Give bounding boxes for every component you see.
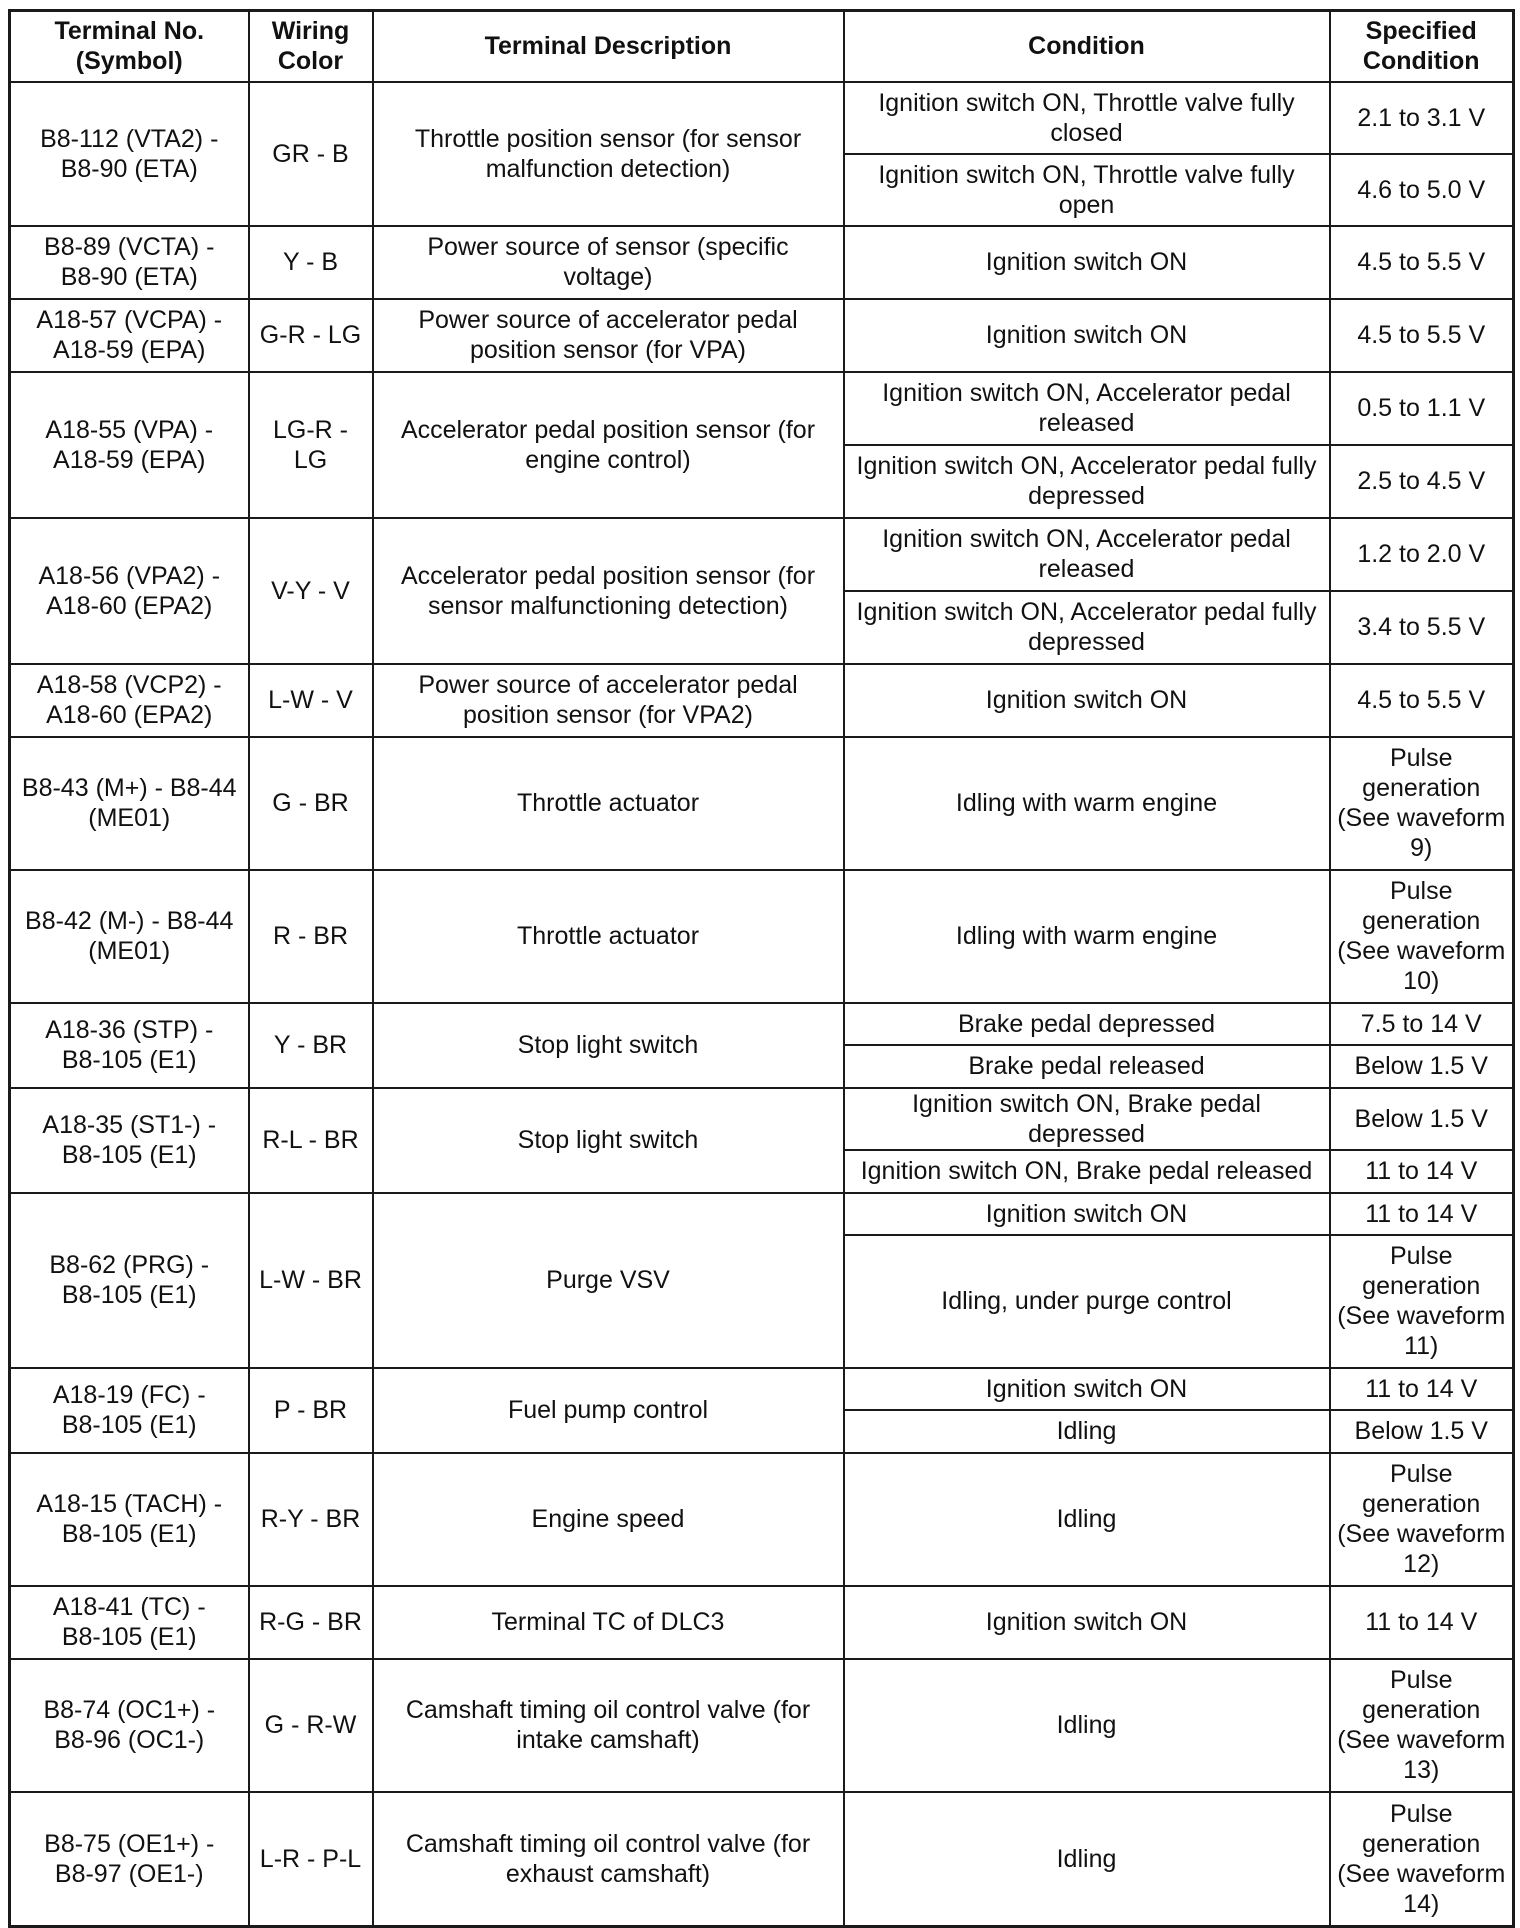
cell-text-line: generation xyxy=(1362,1490,1481,1518)
cell-text-line: B8-75 (OE1+) - xyxy=(44,1829,215,1858)
description-cell xyxy=(373,518,844,664)
cell-text-line: A18-41 (TC) - xyxy=(52,1593,206,1621)
cell-text-line: B8-42 (M-) - B8-44 xyxy=(25,907,234,935)
description-cell xyxy=(373,82,844,226)
header-specified-condition xyxy=(1330,11,1514,82)
condition-cell xyxy=(844,1088,1330,1150)
spec-cell xyxy=(1330,1150,1514,1193)
terminal-cell xyxy=(10,664,249,737)
cell-text-line: (See waveform xyxy=(1337,1302,1506,1330)
cell-text-line: generation xyxy=(1362,1696,1481,1724)
cell-text-line: A18-59 (EPA) xyxy=(53,445,206,474)
description-cell xyxy=(373,1659,844,1792)
cell-text-line: Idling with warm engine xyxy=(955,922,1218,950)
cell-text-line: Accelerator pedal position sensor (for xyxy=(400,561,816,590)
condition-cell xyxy=(844,1368,1330,1410)
cell-text-line: Ignition switch ON xyxy=(985,1608,1188,1636)
table-row xyxy=(10,1792,1514,1927)
cell-text-line: 2.5 to 4.5 V xyxy=(1357,467,1486,495)
cell-text-line: Ignition switch ON xyxy=(985,686,1188,714)
cell-text-line: Pulse xyxy=(1389,1242,1453,1270)
terminal-spec-table xyxy=(8,9,1515,1928)
cell-text-line: Ignition switch ON, Accelerator pedal xyxy=(882,525,1291,553)
cell-text-line: Ignition switch ON, Brake pedal depressed xyxy=(912,1089,1261,1148)
cell-text-line: A18-55 (VPA) - xyxy=(45,415,214,444)
cell-text-line: 11) xyxy=(1404,1332,1439,1360)
spec-cell xyxy=(1330,870,1514,1003)
spec-cell xyxy=(1330,591,1514,664)
cell-text-line: B8-105 (E1) xyxy=(61,1046,197,1074)
cell-text-line: Y - B xyxy=(282,248,339,276)
cell-text-line: Wiring xyxy=(271,17,350,46)
cell-text-line: 9) xyxy=(1410,834,1433,862)
table-row xyxy=(10,372,1514,445)
condition-cell xyxy=(844,299,1330,372)
condition-cell xyxy=(844,591,1330,664)
description-cell xyxy=(373,1453,844,1586)
cell-text-line: Specified xyxy=(1365,17,1477,46)
header-wiring-color xyxy=(249,11,373,82)
cell-text-line: exhaust camshaft) xyxy=(505,1859,711,1888)
cell-text-line: Pulse xyxy=(1389,744,1453,772)
cell-text-line: A18-58 (VCP2) - xyxy=(36,671,222,699)
table-row xyxy=(10,737,1514,870)
cell-text-line: Power source of accelerator pedal xyxy=(418,671,798,699)
table-row xyxy=(10,518,1514,591)
cell-text-line: Ignition switch ON, Accelerator pedal xyxy=(882,379,1291,407)
cell-text-line: Throttle position sensor (for sensor xyxy=(414,124,802,153)
cell-text-line: B8-105 (E1) xyxy=(61,1281,197,1309)
cell-text-line: Ignition switch ON, Accelerator pedal fully xyxy=(856,598,1317,626)
wiring-color-cell xyxy=(249,1659,373,1792)
wiring-color-cell xyxy=(249,1453,373,1586)
cell-text-line: generation xyxy=(1362,1272,1481,1300)
cell-text-line: Y - BR xyxy=(273,1031,348,1059)
cell-text-line: A18-59 (EPA) xyxy=(53,336,206,364)
description-cell xyxy=(373,1003,844,1088)
table-row xyxy=(10,1453,1514,1586)
cell-text-line: B8-97 (OE1-) xyxy=(54,1859,204,1888)
cell-text-line: engine control) xyxy=(525,445,691,474)
cell-text-line: Below 1.5 V xyxy=(1354,1052,1488,1080)
terminal-cell xyxy=(10,1368,249,1453)
condition-cell xyxy=(844,82,1330,154)
cell-text-line: 11 to 14 V xyxy=(1365,1157,1478,1185)
spec-cell xyxy=(1330,1453,1514,1586)
cell-text-line: Ignition switch ON xyxy=(985,248,1188,276)
table-row xyxy=(10,1368,1514,1410)
terminal-cell xyxy=(10,226,249,299)
cell-text-line: depressed xyxy=(1028,628,1145,656)
cell-text-line: 12) xyxy=(1403,1550,1440,1578)
cell-text-line: Ignition switch ON xyxy=(985,321,1188,349)
cell-text-line: (See waveform xyxy=(1337,1859,1506,1888)
table-row xyxy=(10,1003,1514,1045)
cell-text-line: generation xyxy=(1362,774,1481,802)
terminal-cell xyxy=(10,299,249,372)
condition-cell xyxy=(844,1410,1330,1453)
cell-text-line: L-R - P-L xyxy=(259,1844,362,1873)
condition-cell xyxy=(844,1193,1330,1235)
spec-cell xyxy=(1330,226,1514,299)
cell-text-line: V-Y - V xyxy=(271,576,350,605)
cell-text-line: Ignition switch ON xyxy=(985,1199,1188,1228)
cell-text-line: B8-74 (OC1+) - xyxy=(43,1696,216,1724)
cell-text-line: 1.2 to 2.0 V xyxy=(1357,540,1486,568)
spec-cell xyxy=(1330,1792,1514,1927)
cell-text-line: B8-90 (ETA) xyxy=(60,154,198,183)
cell-text-line: Throttle actuator xyxy=(516,789,700,817)
cell-text-line: 10) xyxy=(1403,967,1440,995)
condition-cell xyxy=(844,870,1330,1003)
condition-cell xyxy=(844,372,1330,445)
spec-cell xyxy=(1330,1193,1514,1235)
condition-cell xyxy=(844,1659,1330,1792)
cell-text-line: B8-90 (ETA) xyxy=(60,263,198,291)
cell-text-line: Terminal Description xyxy=(484,32,732,61)
condition-cell xyxy=(844,445,1330,518)
table-row xyxy=(10,1659,1514,1792)
cell-text-line: generation xyxy=(1362,1829,1481,1858)
spec-cell xyxy=(1330,445,1514,518)
table-row xyxy=(10,1586,1514,1659)
cell-text-line: 7.5 to 14 V xyxy=(1360,1009,1482,1038)
cell-text-line: sensor malfunctioning detection) xyxy=(428,591,788,620)
cell-text-line: 11 to 14 V xyxy=(1365,1374,1478,1403)
wiring-color-cell xyxy=(249,1792,373,1927)
table-body xyxy=(10,82,1514,1927)
description-cell xyxy=(373,1193,844,1368)
condition-cell xyxy=(844,1003,1330,1045)
description-cell xyxy=(373,1792,844,1927)
condition-cell xyxy=(844,1792,1330,1927)
header-terminal-no xyxy=(10,11,249,82)
cell-text-line: Brake pedal depressed xyxy=(957,1009,1216,1038)
cell-text-line: Power source of accelerator pedal xyxy=(418,306,798,334)
cell-text-line: Camshaft timing oil control valve (for xyxy=(405,1696,811,1724)
cell-text-line: A18-56 (VPA2) - xyxy=(38,561,221,590)
description-cell xyxy=(373,664,844,737)
spec-cell xyxy=(1330,737,1514,870)
terminal-cell xyxy=(10,737,249,870)
spec-cell xyxy=(1330,664,1514,737)
cell-text-line: 4.5 to 5.5 V xyxy=(1357,248,1486,276)
cell-text-line: Camshaft timing oil control valve (for xyxy=(405,1829,811,1858)
cell-text-line: B8-105 (E1) xyxy=(61,1141,197,1169)
condition-cell xyxy=(844,737,1330,870)
wiring-color-cell xyxy=(249,1586,373,1659)
description-cell xyxy=(373,1586,844,1659)
cell-text-line: closed xyxy=(1050,118,1123,147)
condition-cell xyxy=(844,518,1330,591)
cell-text-line: A18-57 (VCPA) - xyxy=(36,306,223,334)
cell-text-line: B8-62 (PRG) - xyxy=(49,1251,210,1279)
terminal-cell xyxy=(10,1792,249,1927)
cell-text-line: released xyxy=(1038,555,1135,583)
table-row xyxy=(10,226,1514,299)
cell-text-line: Ignition switch ON, Accelerator pedal fully xyxy=(856,452,1317,480)
cell-text-line: Stop light switch xyxy=(517,1031,699,1059)
cell-text-line: Accelerator pedal position sensor (for xyxy=(400,415,816,444)
spec-cell xyxy=(1330,154,1514,226)
wiring-color-cell xyxy=(249,299,373,372)
cell-text-line: B8-105 (E1) xyxy=(61,1411,197,1439)
wiring-color-cell xyxy=(249,226,373,299)
cell-text-line: Ignition switch ON, Brake pedal released xyxy=(860,1157,1313,1185)
terminal-cell xyxy=(10,1088,249,1193)
cell-text-line: malfunction detection) xyxy=(485,154,731,183)
cell-text-line: 0.5 to 1.1 V xyxy=(1357,394,1486,422)
wiring-color-cell xyxy=(249,1193,373,1368)
cell-text-line: Idling xyxy=(1056,1844,1117,1873)
cell-text-line: position sensor (for VPA) xyxy=(469,336,747,364)
spec-cell xyxy=(1330,1586,1514,1659)
cell-text-line: G-R - LG xyxy=(259,321,362,349)
cell-text-line: 11 to 14 V xyxy=(1365,1199,1478,1228)
description-cell xyxy=(373,737,844,870)
cell-text-line: Ignition switch ON, Throttle valve fully xyxy=(878,160,1295,189)
header-row xyxy=(10,11,1514,82)
cell-text-line: P - BR xyxy=(273,1396,348,1424)
table-row xyxy=(10,1193,1514,1235)
cell-text-line: 13) xyxy=(1403,1756,1440,1784)
condition-cell xyxy=(844,664,1330,737)
spec-cell xyxy=(1330,1368,1514,1410)
table-row xyxy=(10,664,1514,737)
cell-text-line: R - BR xyxy=(273,922,348,950)
cell-text-line: Fuel pump control xyxy=(507,1396,709,1424)
cell-text-line: B8-89 (VCTA) - xyxy=(44,233,215,261)
terminal-cell xyxy=(10,1453,249,1586)
cell-text-line: (See waveform xyxy=(1337,937,1506,965)
terminal-cell xyxy=(10,1659,249,1792)
wiring-color-cell xyxy=(249,1368,373,1453)
cell-text-line: A18-15 (TACH) - xyxy=(36,1490,223,1518)
cell-text-line: Color xyxy=(277,47,344,76)
cell-text-line: intake camshaft) xyxy=(516,1726,700,1754)
wiring-color-cell xyxy=(249,664,373,737)
condition-cell xyxy=(844,1235,1330,1368)
cell-text-line: Pulse xyxy=(1389,877,1453,905)
cell-text-line: G - R-W xyxy=(264,1711,357,1739)
cell-text-line: Terminal TC of DLC3 xyxy=(491,1608,725,1636)
cell-text-line: B8-112 (VTA2) - xyxy=(40,124,219,153)
description-cell xyxy=(373,299,844,372)
spec-cell xyxy=(1330,1088,1514,1150)
cell-text-line: 2.1 to 3.1 V xyxy=(1357,103,1486,132)
cell-text-line: LG-R - xyxy=(273,415,348,444)
spec-cell xyxy=(1330,518,1514,591)
cell-text-line: (ME01) xyxy=(88,937,171,965)
cell-text-line: Power source of sensor (specific voltage) xyxy=(427,233,789,291)
cell-text-line: Engine speed xyxy=(531,1505,685,1533)
terminal-cell xyxy=(10,1193,249,1368)
cell-text-line: Condition xyxy=(1028,32,1145,61)
wiring-color-cell xyxy=(249,372,373,518)
terminal-cell xyxy=(10,82,249,226)
cell-text-line: 11 to 14 V xyxy=(1365,1608,1478,1636)
table-row xyxy=(10,870,1514,1003)
cell-text-line: G - BR xyxy=(272,789,349,817)
cell-text-line: R-G - BR xyxy=(259,1608,362,1636)
cell-text-line: 4.5 to 5.5 V xyxy=(1357,686,1486,714)
cell-text-line: B8-105 (E1) xyxy=(61,1520,197,1548)
cell-text-line: A18-35 (ST1-) - xyxy=(42,1111,217,1139)
terminal-cell xyxy=(10,518,249,664)
spec-cell xyxy=(1330,1659,1514,1792)
condition-cell xyxy=(844,1150,1330,1193)
cell-text-line: Brake pedal released xyxy=(968,1052,1205,1080)
cell-text-line: Terminal No. xyxy=(54,17,205,46)
cell-text-line: A18-36 (STP) - xyxy=(45,1016,214,1044)
cell-text-line: 3.4 to 5.5 V xyxy=(1357,613,1486,641)
description-cell xyxy=(373,226,844,299)
cell-text-line: L-W - V xyxy=(268,686,353,714)
description-cell xyxy=(373,870,844,1003)
wiring-color-cell xyxy=(249,870,373,1003)
cell-text-line: Ignition switch ON, Throttle valve fully xyxy=(878,88,1295,117)
table-row xyxy=(10,82,1514,154)
description-cell xyxy=(373,372,844,518)
terminal-cell xyxy=(10,372,249,518)
wiring-color-cell xyxy=(249,1088,373,1193)
header-terminal-description xyxy=(373,11,844,82)
table-row xyxy=(10,1088,1514,1150)
table-row xyxy=(10,299,1514,372)
terminal-cell xyxy=(10,870,249,1003)
cell-text-line: released xyxy=(1038,409,1135,437)
cell-text-line: Below 1.5 V xyxy=(1354,1104,1488,1133)
spec-cell xyxy=(1330,1410,1514,1453)
cell-text-line: Idling with warm engine xyxy=(955,789,1218,817)
cell-text-line: 14) xyxy=(1403,1889,1440,1918)
cell-text-line: Pulse xyxy=(1389,1460,1453,1488)
cell-text-line: L-W - BR xyxy=(259,1266,362,1294)
spec-cell xyxy=(1330,82,1514,154)
cell-text-line: B8-43 (M+) - B8-44 xyxy=(21,774,237,802)
cell-text-line: Throttle actuator xyxy=(516,922,700,950)
cell-text-line: (See waveform xyxy=(1337,1726,1506,1754)
cell-text-line: GR - B xyxy=(272,139,349,168)
cell-text-line: A18-19 (FC) - xyxy=(52,1381,206,1409)
terminal-cell xyxy=(10,1003,249,1088)
cell-text-line: Stop light switch xyxy=(517,1126,699,1154)
condition-cell xyxy=(844,154,1330,226)
spec-cell xyxy=(1330,1045,1514,1088)
cell-text-line: Ignition switch ON xyxy=(985,1374,1188,1403)
cell-text-line: 4.5 to 5.5 V xyxy=(1357,321,1486,349)
cell-text-line: generation xyxy=(1362,907,1481,935)
description-cell xyxy=(373,1368,844,1453)
cell-text-line: Below 1.5 V xyxy=(1354,1417,1488,1445)
cell-text-line: B8-96 (OC1-) xyxy=(54,1726,205,1754)
cell-text-line: Pulse xyxy=(1389,1799,1453,1828)
cell-text-line: Condition xyxy=(1362,47,1480,76)
condition-cell xyxy=(844,1045,1330,1088)
cell-text-line: position sensor (for VPA2) xyxy=(463,701,753,729)
spec-cell xyxy=(1330,299,1514,372)
cell-text-line: (See waveform xyxy=(1337,804,1506,832)
condition-cell xyxy=(844,1453,1330,1586)
cell-text-line: Idling xyxy=(1056,1711,1117,1739)
wiring-color-cell xyxy=(249,82,373,226)
terminal-cell xyxy=(10,1586,249,1659)
cell-text-line: (See waveform xyxy=(1337,1520,1506,1548)
wiring-color-cell xyxy=(249,518,373,664)
header-condition xyxy=(844,11,1330,82)
cell-text-line: B8-105 (E1) xyxy=(61,1623,197,1651)
cell-text-line: R-L - BR xyxy=(262,1126,359,1154)
cell-text-line: (ME01) xyxy=(88,804,171,832)
spec-cell xyxy=(1330,1003,1514,1045)
cell-text-line: Purge VSV xyxy=(546,1266,670,1294)
cell-text-line: A18-60 (EPA2) xyxy=(46,591,213,620)
cell-text-line: Pulse xyxy=(1389,1666,1453,1694)
cell-text-line: (Symbol) xyxy=(75,47,183,76)
cell-text-line: Idling xyxy=(1056,1505,1117,1533)
condition-cell xyxy=(844,1586,1330,1659)
condition-cell xyxy=(844,226,1330,299)
cell-text-line: depressed xyxy=(1028,482,1145,510)
cell-text-line: 4.6 to 5.0 V xyxy=(1357,175,1486,204)
spec-cell xyxy=(1330,1235,1514,1368)
cell-text-line: R-Y - BR xyxy=(260,1505,361,1533)
wiring-color-cell xyxy=(249,737,373,870)
cell-text-line: Idling, under purge control xyxy=(941,1287,1232,1315)
description-cell xyxy=(373,1088,844,1193)
cell-text-line: open xyxy=(1058,190,1115,219)
cell-text-line: A18-60 (EPA2) xyxy=(46,701,213,729)
cell-text-line: LG xyxy=(293,445,328,474)
wiring-color-cell xyxy=(249,1003,373,1088)
cell-text-line: Idling xyxy=(1056,1417,1117,1445)
spec-cell xyxy=(1330,372,1514,445)
